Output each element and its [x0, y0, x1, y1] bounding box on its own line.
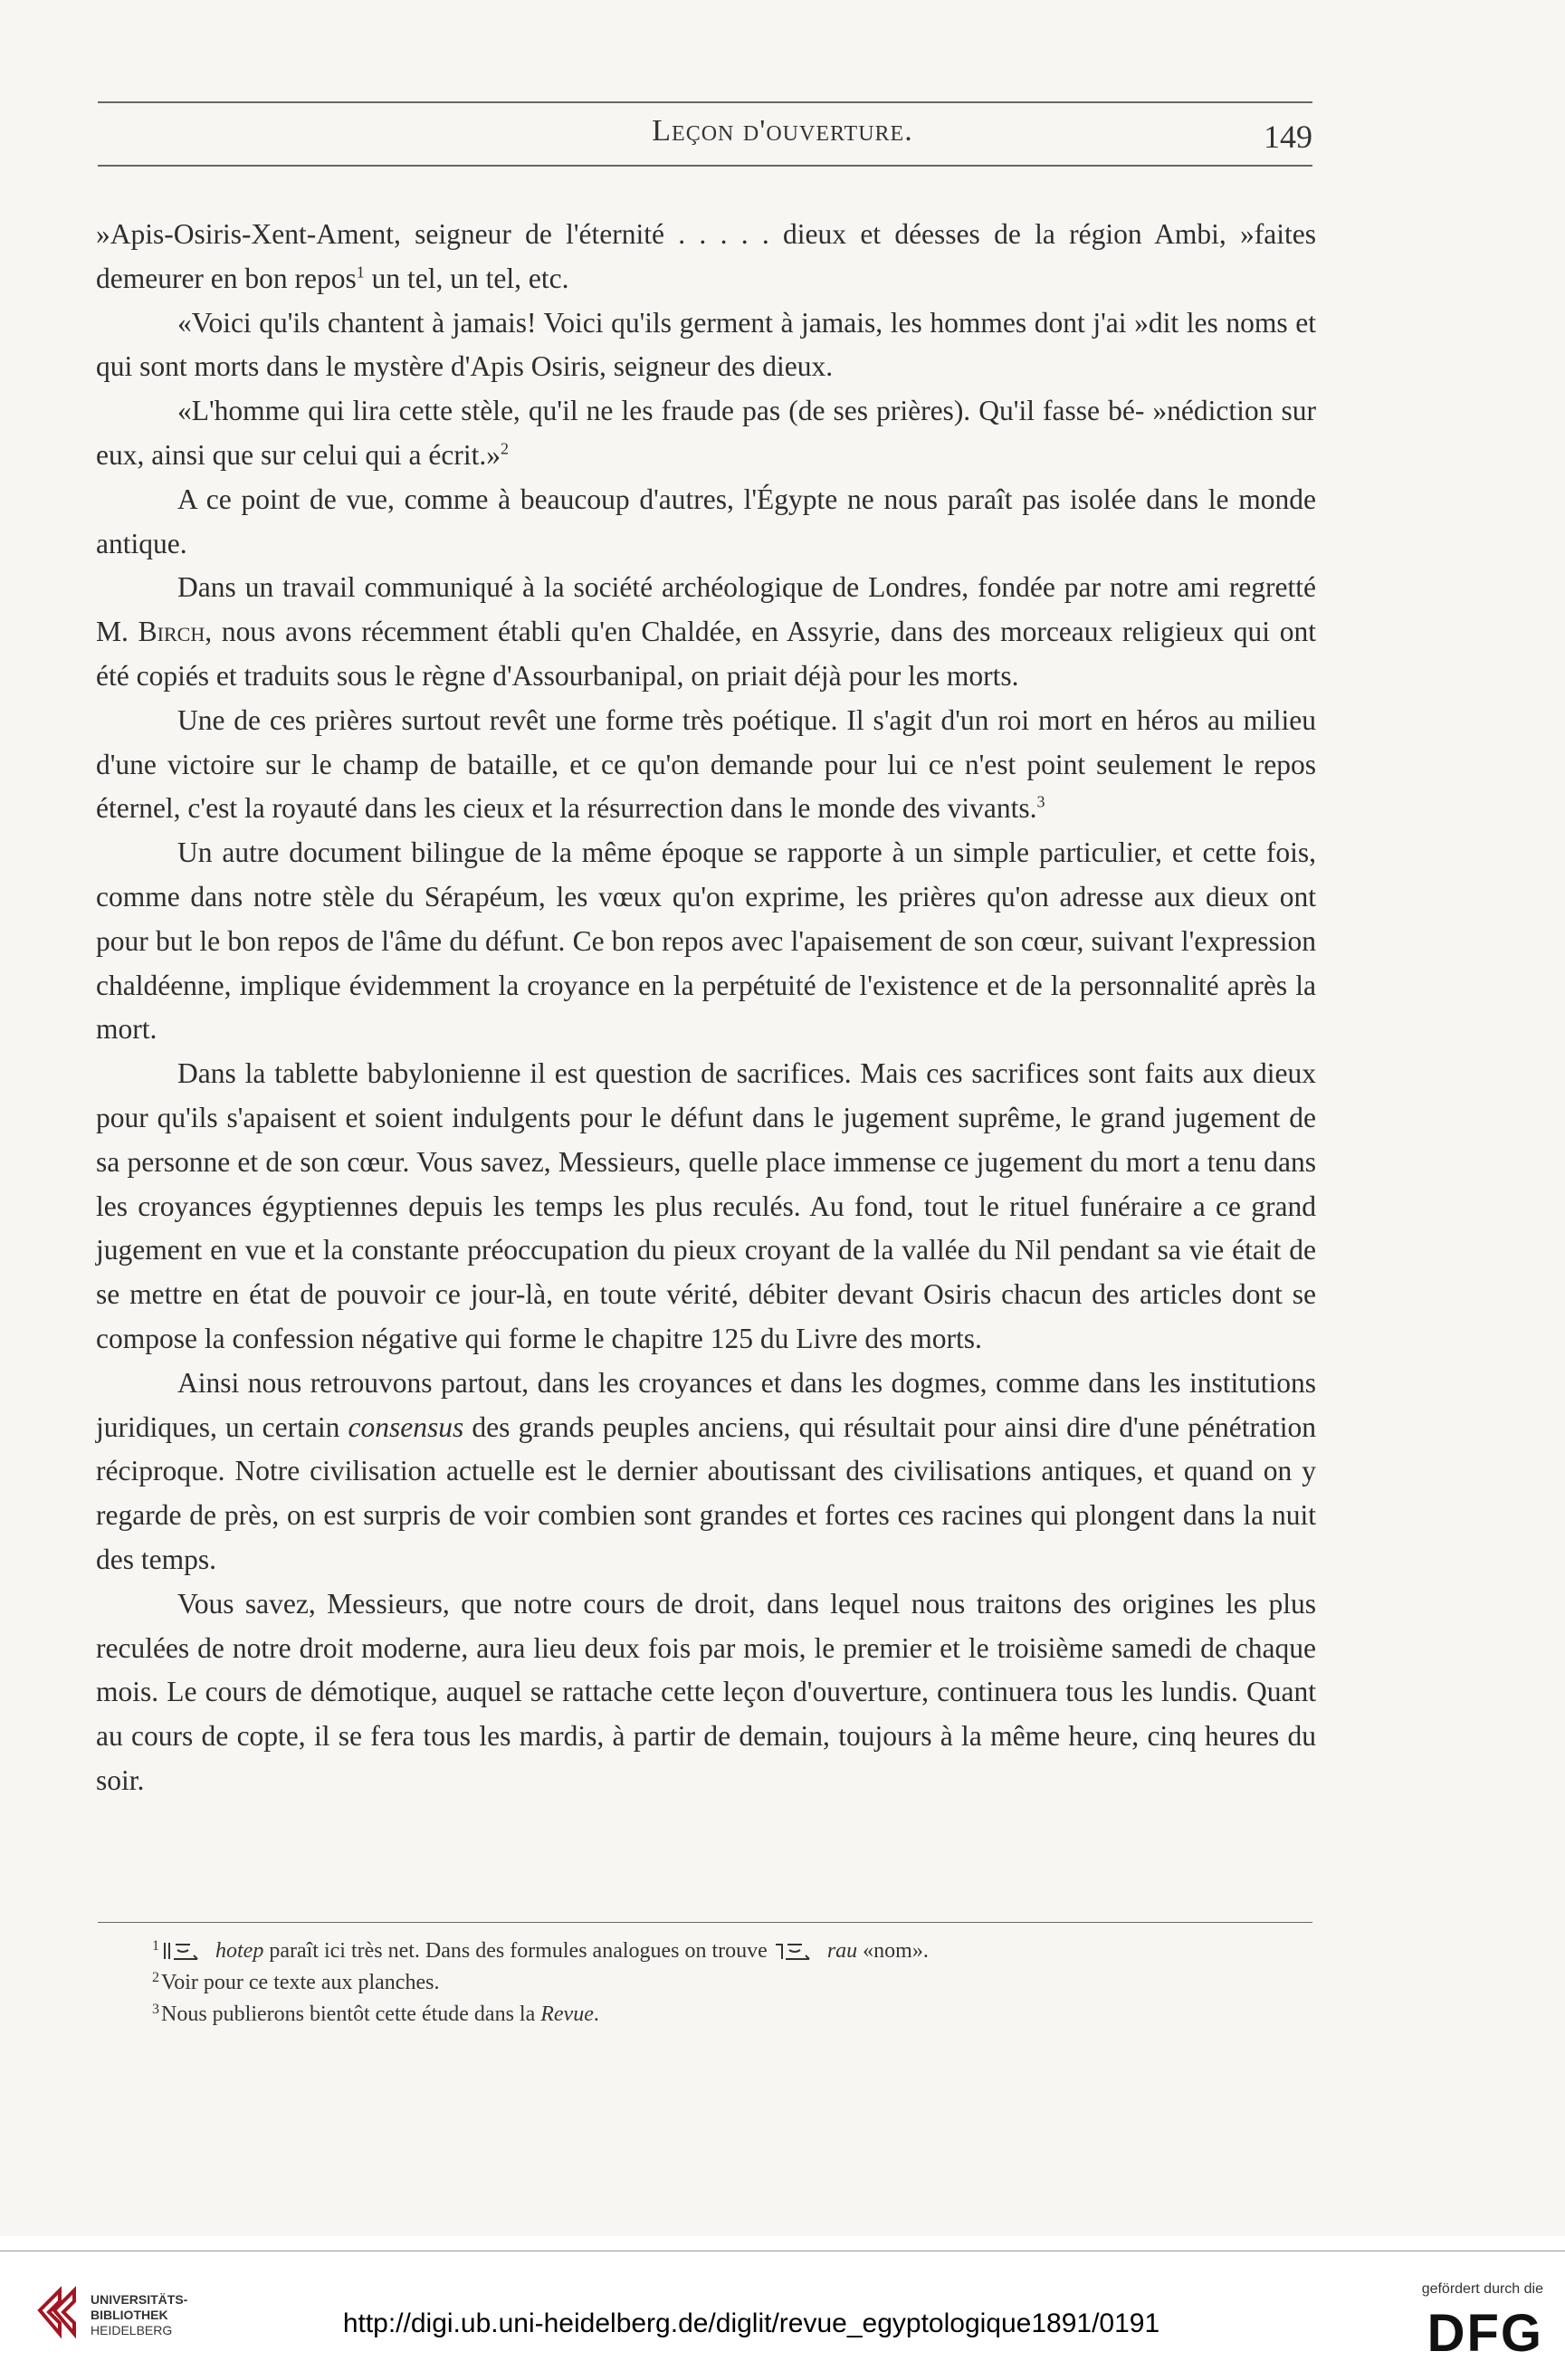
footnote-3-italic-revue: Revue — [540, 2002, 594, 2026]
library-name — [91, 2292, 226, 2338]
footnote-1-word-hotep: hotep — [215, 1939, 264, 1963]
paragraph-1-text-a: »Apis-Osiris-Xent-Ament, seigneur de l'éternité . . . . . dieux et déesses de la région Ambi, »faites demeurer en bon repos — [96, 218, 1316, 294]
header-top-rule — [98, 101, 1312, 103]
paragraph-9-text-b: des grands peuples anciens, qui résultait pour ainsi dire d'une pénétration réciproque. Notre civilisation actuelle est le dernier aboutissant des civilisations antiques, et quand on y regarde de près, on est surpris de voir combien sont grandes et fortes ces racines qui plongent dans la nuit des temps. — [96, 1410, 1317, 1575]
library-name-line-2: BIBLIOTHEK — [91, 2308, 168, 2322]
paragraph-4: A ce point de vue, comme à beaucoup d'autres, l'Égypte ne nous paraît pas isolée dans le monde antique. — [96, 483, 1316, 559]
library-name-line-1: UNIVERSITÄTS- — [91, 2292, 188, 2307]
hieroglyph-hotep-icon — [161, 1941, 215, 1963]
footnote-2-mark: 2 — [152, 1970, 159, 1985]
paragraph-5 — [96, 566, 1316, 698]
paragraph-3 — [96, 389, 1316, 478]
paragraph-5-text-a: Dans un travail communiqué à la société archéologique de Londres, fondée par notre ami regretté M. — [96, 571, 1316, 648]
paragraph-9-text-a: Ainsi nous retrouvons partout, dans les croyances et dans les dogmes, comme dans les institutions juridiques, un certain — [96, 1366, 1316, 1443]
footnote-1-text-a: paraît ici très net. Dans des formules analogues on trouve — [263, 1939, 773, 1963]
footnote-1-text-b: «nom». — [857, 1939, 929, 1963]
running-head-cap: L — [652, 114, 673, 148]
footnote-2 — [96, 1967, 1316, 1999]
library-logo-icon — [36, 2274, 80, 2347]
footnote-2-text: Voir pour ce texte aux planches. — [161, 1971, 440, 1994]
paragraph-10: Vous savez, Messieurs, que notre cours de droit, dans lequel nous traitons des origines les plus reculées de notre droit moderne, aura lieu deux fois par mois, le premier et le troisième samedi de chaque mois. Le cours de démotique, auquel se rattache cette leçon d'ouverture, continuera tous les lundis. Quant au cours de copte, il se fera tous les mardis, à partir de demain, toujours à la même heure, cinq heures du soir. — [96, 1587, 1316, 1796]
paragraph-3-text: «L'homme qui lira cette stèle, qu'il ne les fraude pas (de ses prières). Qu'il fasse bé- »nédiction sur eux, ainsi que sur celui qui a écrit.» — [96, 395, 1316, 471]
paragraph-6-text: Une de ces prières surtout revêt une forme très poétique. Il s'agit d'un roi mort en héros au milieu d'une victoire sur le champ de bataille, et ce qu'on demande pour lui ce n'est point seulement le repos éternel, c'est la royauté dans les cieux et la résurrection dans le monde des vivants. — [96, 703, 1316, 825]
footnote-3-mark: 3 — [152, 2002, 159, 2017]
footnote-ref-1: 1 — [356, 263, 365, 282]
running-head — [0, 114, 1565, 148]
footnote-3-text-b: . — [593, 2002, 599, 2026]
paragraph-2: «Voici qu'ils chantent à jamais! Voici qu'ils germent à jamais, les hommes dont j'ai »dit les noms et qui sont morts dans le mystère d'Apis Osiris, seigneur des dieux. — [96, 306, 1316, 383]
footnote-1-mark: 1 — [152, 1938, 159, 1954]
footnote-ref-3: 3 — [1036, 792, 1045, 811]
footnote-3 — [96, 1999, 1316, 2031]
footnote-ref-2: 2 — [500, 439, 509, 458]
page-number: 149 — [1264, 119, 1312, 155]
footnote-rule — [98, 1922, 1312, 1923]
paragraph-8: Dans la tablette babylonienne il est question de sacrifices. Mais ces sacrifices sont faits aux dieux pour qu'ils s'apaisent et soient indulgents pour le défunt dans le jugement suprême, le grand jugement de sa personne et de son cœur. Vous savez, Messieurs, quelle place immense ce jugement du mort a tenu dans les croyances égyptiennes depuis les temps les plus reculés. Au fond, tout le rituel funéraire a ce grand jugement en vue et la constante préoccupation du pieux croyant de la vallée du Nil pendant sa vie était de se mettre en état de pouvoir ce jour-là, en toute vérité, débiter devant Osiris chacun des articles dont se compose la confession négative qui forme le chapitre 125 du Livre des morts. — [96, 1057, 1316, 1354]
italic-consensus: consensus — [348, 1410, 464, 1443]
running-head-rest: eçon d'ouverture. — [672, 114, 913, 148]
footnotes — [96, 1936, 1316, 2031]
paragraph-9 — [96, 1362, 1316, 1582]
library-name-line-3: HEIDELBERG — [91, 2323, 173, 2337]
header-bottom-rule — [98, 165, 1312, 167]
paragraph-5-text-b: , nous avons récemment établi qu'en Chaldée, en Assyrie, dans des morceaux religieux qui ont été copiés et traduits sous le règne d'Assourbanipal, on priait déjà pour les morts. — [96, 616, 1316, 692]
dfg-logo: DFG — [1427, 2304, 1543, 2363]
funded-by-label: gefördert durch die — [1421, 2281, 1543, 2297]
paragraph-1 — [96, 213, 1316, 301]
footnote-3-text-a: Nous publierons bientôt cette étude dans la — [161, 2002, 541, 2026]
paragraph-6 — [96, 699, 1316, 831]
source-url-link[interactable]: http://digi.ub.uni-heidelberg.de/diglit/revue_egyptologique1891/0191 — [342, 2308, 1160, 2338]
footnote-1-word-rau: rau — [826, 1939, 858, 1963]
paragraph-1-text-b: un tel, un tel, etc. — [364, 262, 569, 294]
body-text — [96, 213, 1316, 1803]
hieroglyph-rau-icon — [773, 1941, 827, 1963]
paragraph-7: Un autre document bilingue de la même époque se rapporte à un simple particulier, et cette fois, comme dans notre stèle du Sérapéum, les vœux qu'on exprime, les prières qu'on adresse aux dieux ont pour but le bon repos de l'âme du défunt. Ce bon repos avec l'apaisement de son cœur, suivant l'expression chaldéenne, implique évidemment la croyance en la perpétuité de l'existence et de la personnalité après la mort. — [96, 836, 1316, 1046]
author-name-birch: Birch — [138, 616, 205, 648]
footnote-1 — [96, 1936, 1316, 1967]
